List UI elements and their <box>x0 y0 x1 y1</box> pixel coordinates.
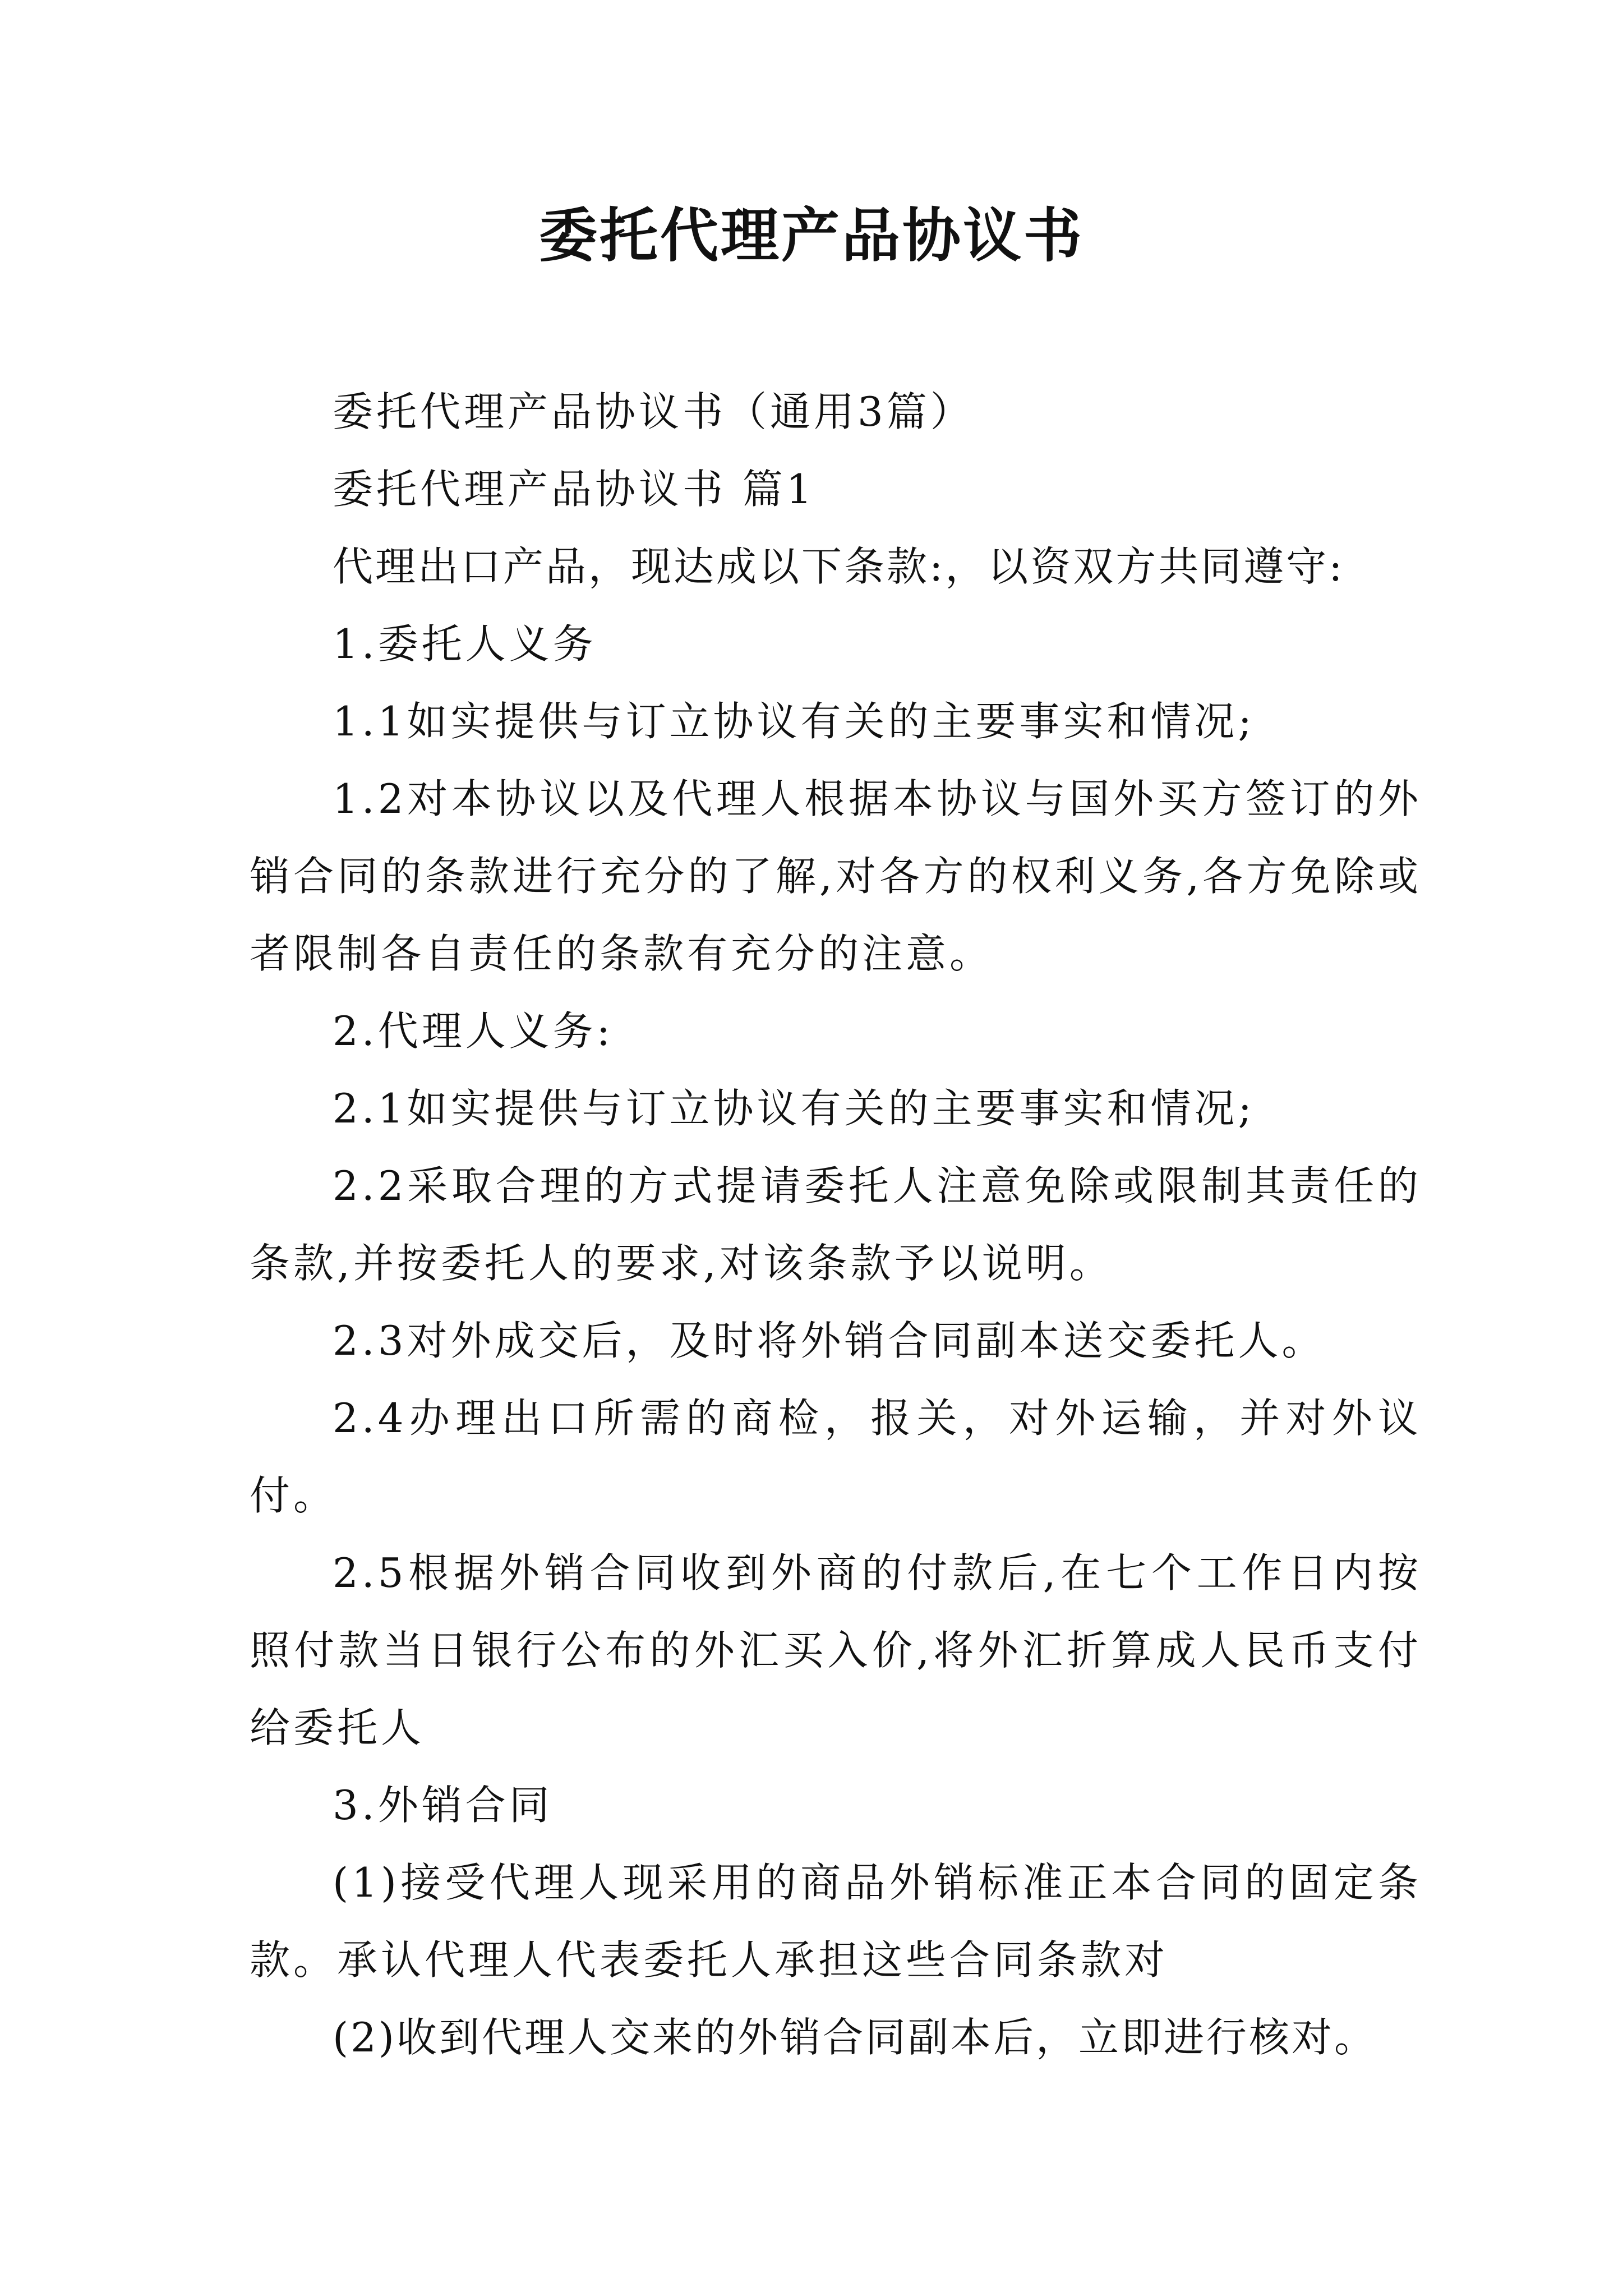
paragraph-clause: 1.1如实提供与订立协议有关的主要事实和情况; <box>333 698 1255 745</box>
paragraph-clause: (2)收到代理人交来的外销合同副本后，立即进行核对。 <box>333 2014 1377 2061</box>
document-body <box>250 373 1422 2076</box>
paragraph-clause: 2.4办理出口所需的商检，报关，对外运输，并对外议付。 <box>250 1395 1422 1519</box>
document-title: 委托代理产品协议书 <box>538 201 1084 270</box>
paragraph-heading: 委托代理产品协议书（通用3篇） <box>333 388 974 435</box>
paragraph-clause: 3.外销合同 <box>333 1782 553 1829</box>
paragraph-clause: (1)接受代理人现采用的商品外销标准正本合同的固定条款。承认代理人代表委托人承担这些合同条款对 <box>250 1859 1422 1984</box>
paragraph-clause: 2.2采取合理的方式提请委托人注意免除或限制其责任的条款,并按委托人的要求,对该条款予以说明。 <box>250 1162 1422 1287</box>
paragraph-clause: 2.代理人义务: <box>333 1007 614 1055</box>
paragraph-clause: 1.2对本协议以及代理人根据本协议与国外买方签订的外销合同的条款进行充分的了解,对各方的权利义务,各方免除或者限制各自责任的条款有充分的注意。 <box>250 775 1422 977</box>
paragraph-intro: 代理出口产品，现达成以下条款:，以资双方共同遵守: <box>333 543 1345 590</box>
paragraph-clause: 2.1如实提供与订立协议有关的主要事实和情况; <box>333 1085 1255 1132</box>
paragraph-section-title: 委托代理产品协议书 篇1 <box>333 466 815 513</box>
paragraph-clause: 2.3对外成交后，及时将外销合同副本送交委托人。 <box>333 1317 1326 1364</box>
paragraph-clause: 1.委托人义务 <box>333 620 597 668</box>
paragraph-clause: 2.5根据外销合同收到外商的付款后,在七个工作日内按照付款当日银行公布的外汇买入价,将外汇折算成人民币支付给委托人 <box>250 1549 1422 1751</box>
